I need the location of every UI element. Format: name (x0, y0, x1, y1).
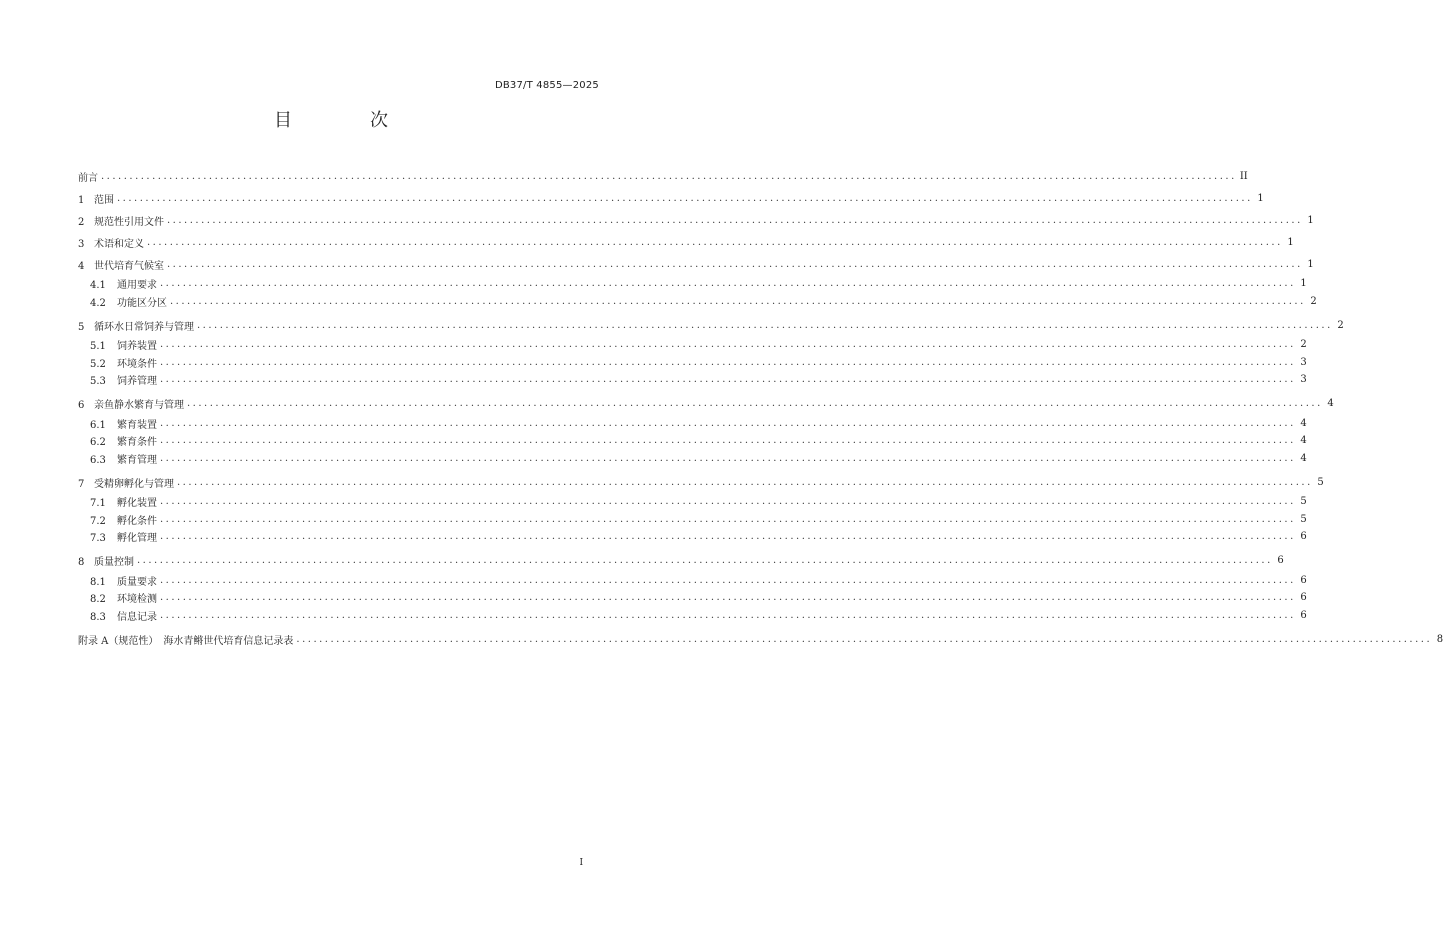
toc-entry-number: 5.1 (90, 341, 106, 353)
toc-dot-leader: ........................................................................................................................................................................................................ (160, 374, 1296, 386)
toc-entry[interactable] (78, 471, 1324, 493)
toc-entry[interactable] (78, 209, 1314, 231)
toc-entry-text: 通用要求 (117, 280, 157, 292)
toc-entry-number: 5.2 (90, 358, 106, 370)
toc-entry-label (90, 416, 157, 431)
toc-entry-label (90, 433, 157, 448)
toc-entry-number: 1 (78, 194, 85, 206)
toc-entry-number: 6.3 (90, 454, 106, 466)
toc-entry-label (90, 451, 157, 466)
toc-dot-leader: ........................................................................................................................................................................................................ (187, 398, 1323, 409)
toc-entry-page: 5 (1300, 513, 1307, 525)
toc-entry-number: 8.1 (90, 576, 106, 588)
toc-entry-label (78, 257, 164, 272)
toc-entry-number: 7.1 (90, 498, 106, 510)
table-of-contents (78, 165, 1443, 650)
toc-entry[interactable] (78, 275, 1307, 293)
toc-dot-leader: ........................................................................................................................................................................................................ (101, 170, 1237, 182)
toc-dot-leader: ........................................................................................................................................................................................................ (147, 236, 1283, 248)
toc-entry-number: 7 (78, 478, 85, 490)
toc-entry-page: 1 (1257, 192, 1264, 204)
toc-entry-label (90, 355, 157, 370)
toc-entry-page: 1 (1287, 236, 1294, 248)
toc-dot-leader: ........................................................................................................................................................................................................ (167, 214, 1303, 226)
toc-entry-page: 4 (1300, 452, 1307, 464)
toc-entry-page: 5 (1317, 476, 1324, 488)
toc-entry-label (78, 632, 293, 647)
toc-entry[interactable] (78, 336, 1307, 354)
toc-entry-number: 8 (78, 557, 85, 568)
toc-entry-number: 6.1 (90, 419, 106, 431)
toc-entry-number: 3 (78, 238, 85, 250)
toc-dot-leader: ........................................................................................................................................................................................................ (160, 356, 1296, 368)
toc-entry-text: 世代培育气候室 (94, 260, 164, 272)
toc-entry-page: 8 (1436, 633, 1443, 645)
toc-entry-page: 2 (1300, 339, 1307, 351)
toc-entry-number: 2 (78, 216, 85, 228)
toc-dot-leader: ........................................................................................................................................................................................................ (160, 452, 1296, 464)
toc-entry-text: 前言 (78, 172, 98, 184)
toc-entry-page: 1 (1307, 214, 1314, 226)
toc-dot-leader: ........................................................................................................................................................................................................ (160, 574, 1296, 586)
toc-entry[interactable] (78, 314, 1344, 336)
toc-entry[interactable] (78, 165, 1248, 187)
toc-entry-label (90, 573, 157, 588)
toc-entry-label (90, 294, 167, 309)
toc-entry-text: 信息记录 (117, 611, 157, 623)
toc-entry-page: 6 (1277, 555, 1284, 566)
toc-entry[interactable] (78, 450, 1307, 468)
toc-entry-text: 繁育条件 (117, 437, 157, 449)
toc-entry-number: 6 (78, 400, 85, 411)
toc-entry[interactable] (78, 432, 1307, 450)
toc-entry-label (78, 191, 114, 206)
toc-dot-leader: ........................................................................................................................................................................................................ (160, 417, 1296, 429)
toc-dot-leader: ........................................................................................................................................................................................................ (160, 496, 1296, 508)
toc-entry-text: 孵化装置 (117, 498, 157, 510)
toc-entry-label (78, 475, 174, 490)
toc-dot-leader: ........................................................................................................................................................................................................ (160, 592, 1296, 604)
toc-entry-page: 1 (1300, 278, 1307, 290)
toc-entry-label (90, 529, 157, 544)
toc-entry-number: 5.3 (90, 376, 106, 388)
toc-entry-label (78, 213, 164, 228)
toc-entry-number: 5 (78, 321, 85, 333)
toc-entry-label (90, 494, 157, 509)
toc-entry[interactable] (78, 493, 1307, 511)
toc-dot-leader: ........................................................................................................................................................................................................ (197, 319, 1333, 331)
toc-entry[interactable] (78, 528, 1307, 546)
toc-entry-text: 孵化管理 (117, 533, 157, 545)
toc-entry-number: 6.2 (90, 437, 106, 449)
toc-dot-leader: ........................................................................................................................................................................................................ (137, 555, 1273, 566)
toc-entry-page: 6 (1300, 531, 1307, 543)
toc-entry-text: 环境条件 (117, 358, 157, 370)
toc-entry-label (78, 396, 184, 411)
toc-entry[interactable] (78, 371, 1307, 389)
toc-entry-page: 3 (1300, 356, 1307, 368)
toc-entry[interactable] (78, 415, 1307, 433)
toc-entry-text: 术语和定义 (94, 238, 144, 250)
page-number: I (579, 858, 583, 868)
toc-entry-number: 8.3 (90, 611, 106, 623)
toc-entry-label (78, 553, 134, 568)
document-code: DB37/T 4855—2025 (494, 80, 599, 91)
toc-entry-page: 1 (1307, 258, 1314, 270)
toc-entry-label (78, 235, 144, 250)
toc-entry-label (90, 512, 157, 527)
toc-entry-number: 4 (78, 260, 85, 272)
toc-entry-text: 亲鱼静水繁育与管理 (94, 400, 184, 411)
toc-title: 目 次 (274, 110, 418, 131)
toc-entry[interactable] (78, 354, 1307, 372)
toc-entry[interactable] (78, 511, 1307, 529)
toc-entry-page: 4 (1300, 417, 1307, 429)
toc-dot-leader: ........................................................................................................................................................................................................ (177, 476, 1313, 488)
toc-entry[interactable] (78, 393, 1334, 415)
toc-entry-number: 4.1 (90, 280, 106, 292)
toc-entry-text: 循环水日常饲养与管理 (94, 321, 194, 333)
toc-entry-text: 功能区分区 (117, 297, 167, 309)
toc-entry-page: 6 (1300, 574, 1307, 586)
toc-entry-text: 孵化条件 (117, 515, 157, 527)
toc-dot-leader: ........................................................................................................................................................................................................ (160, 435, 1296, 447)
toc-dot-leader: ........................................................................................................................................................................................................ (170, 295, 1306, 307)
toc-entry[interactable] (78, 589, 1307, 607)
toc-entry-text: 质量要求 (117, 576, 157, 588)
toc-entry-label (90, 590, 157, 605)
toc-entry-number: 4.2 (90, 297, 106, 309)
toc-entry-page: 2 (1310, 295, 1317, 307)
toc-entry-text: 质量控制 (94, 557, 134, 568)
toc-entry-text: 饲养装置 (117, 341, 157, 353)
toc-entry[interactable] (78, 607, 1307, 625)
toc-entry-page: II (1239, 170, 1248, 182)
toc-dot-leader: ........................................................................................................................................................................................................ (167, 258, 1303, 270)
toc-entry-page: 5 (1300, 496, 1307, 508)
toc-dot-leader: ........................................................................................................................................................................................................ (160, 609, 1296, 621)
toc-dot-leader: ........................................................................................................................................................................................................ (160, 513, 1296, 525)
toc-entry[interactable] (78, 187, 1264, 209)
toc-entry-number: 7.2 (90, 515, 106, 527)
toc-entry[interactable] (78, 550, 1284, 572)
toc-entry-page: 6 (1300, 592, 1307, 604)
toc-dot-leader: ........................................................................................................................................................................................................ (160, 339, 1296, 351)
toc-entry-label (78, 169, 98, 184)
toc-entry-text: 繁育装置 (117, 419, 157, 431)
toc-entry-label (90, 372, 157, 387)
toc-entry-page: 4 (1300, 435, 1307, 447)
toc-entry-text: 饲养管理 (117, 376, 157, 388)
toc-entry-page: 3 (1300, 374, 1307, 386)
toc-entry-page: 6 (1300, 609, 1307, 621)
toc-entry-page: 2 (1337, 319, 1344, 331)
toc-entry[interactable] (78, 293, 1317, 311)
toc-entry[interactable] (78, 628, 1443, 650)
toc-entry-page: 4 (1327, 398, 1334, 409)
toc-entry[interactable] (78, 572, 1307, 590)
toc-entry-text: 范围 (94, 194, 114, 206)
toc-dot-leader: ........................................................................................................................................................................................................ (117, 192, 1253, 204)
toc-entry[interactable] (78, 231, 1294, 253)
toc-entry-number: 7.3 (90, 533, 106, 545)
toc-dot-leader: ........................................................................................................................................................................................................ (160, 531, 1296, 543)
toc-entry-label (78, 318, 194, 333)
toc-entry-text: 附录 A（规范性） 海水青鳉世代培育信息记录表 (78, 635, 294, 647)
toc-entry-text: 规范性引用文件 (94, 216, 164, 228)
toc-entry-label (90, 337, 157, 352)
toc-entry-text: 环境检测 (117, 594, 157, 606)
toc-entry-text: 受精卵孵化与管理 (94, 478, 174, 490)
toc-entry[interactable] (78, 253, 1314, 275)
toc-dot-leader: ........................................................................................................................................................................................................ (296, 633, 1433, 645)
toc-entry-number: 8.2 (90, 594, 106, 606)
toc-entry-label (90, 608, 157, 623)
toc-dot-leader: ........................................................................................................................................................................................................ (160, 278, 1296, 290)
toc-entry-label (90, 276, 157, 291)
toc-entry-text: 繁育管理 (117, 454, 157, 466)
